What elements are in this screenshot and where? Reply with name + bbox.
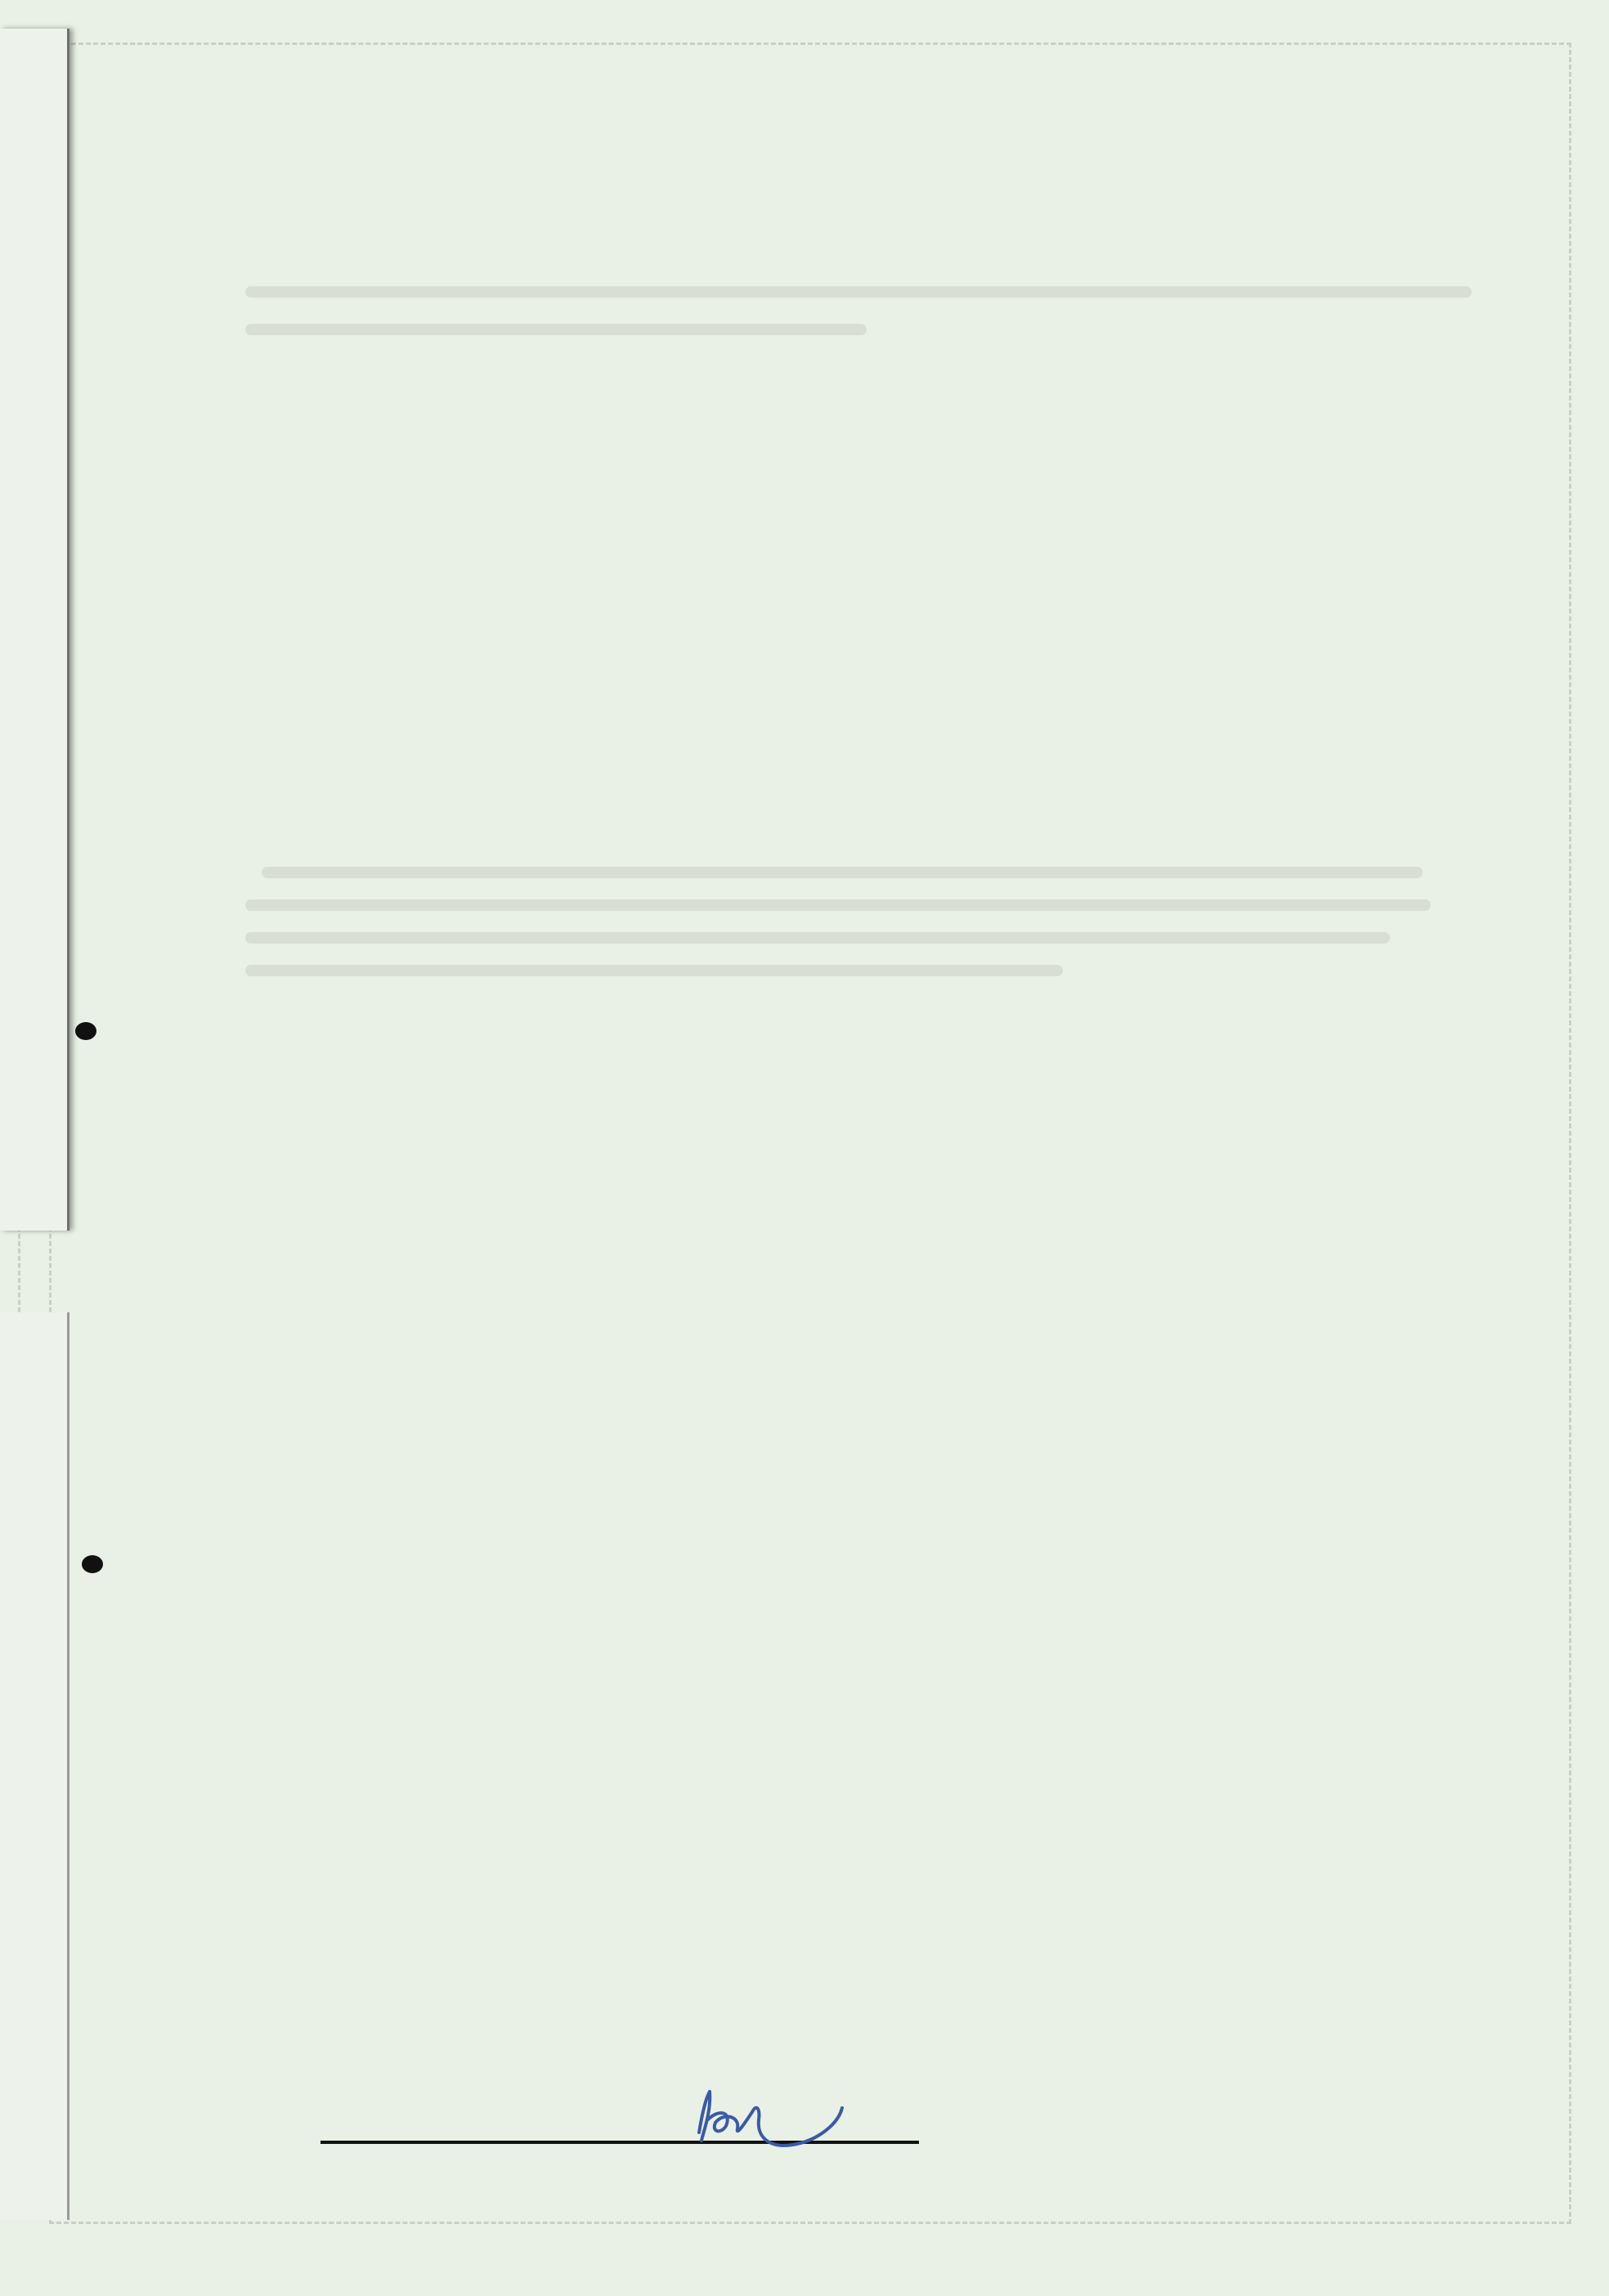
folded-margin-tab xyxy=(0,29,69,1231)
punch-hole xyxy=(75,1022,96,1040)
bleed-through-line xyxy=(245,899,1431,911)
folded-margin-tab xyxy=(0,1312,69,2220)
bleed-through-line xyxy=(245,965,1063,976)
bleed-through-line xyxy=(245,286,1472,298)
stitch-border xyxy=(49,43,1571,2224)
handwritten-signature xyxy=(687,2075,850,2157)
punch-hole xyxy=(82,1555,103,1573)
bleed-through-line xyxy=(262,867,1423,878)
bleed-through-line xyxy=(245,324,867,335)
bleed-through-line xyxy=(245,932,1390,944)
